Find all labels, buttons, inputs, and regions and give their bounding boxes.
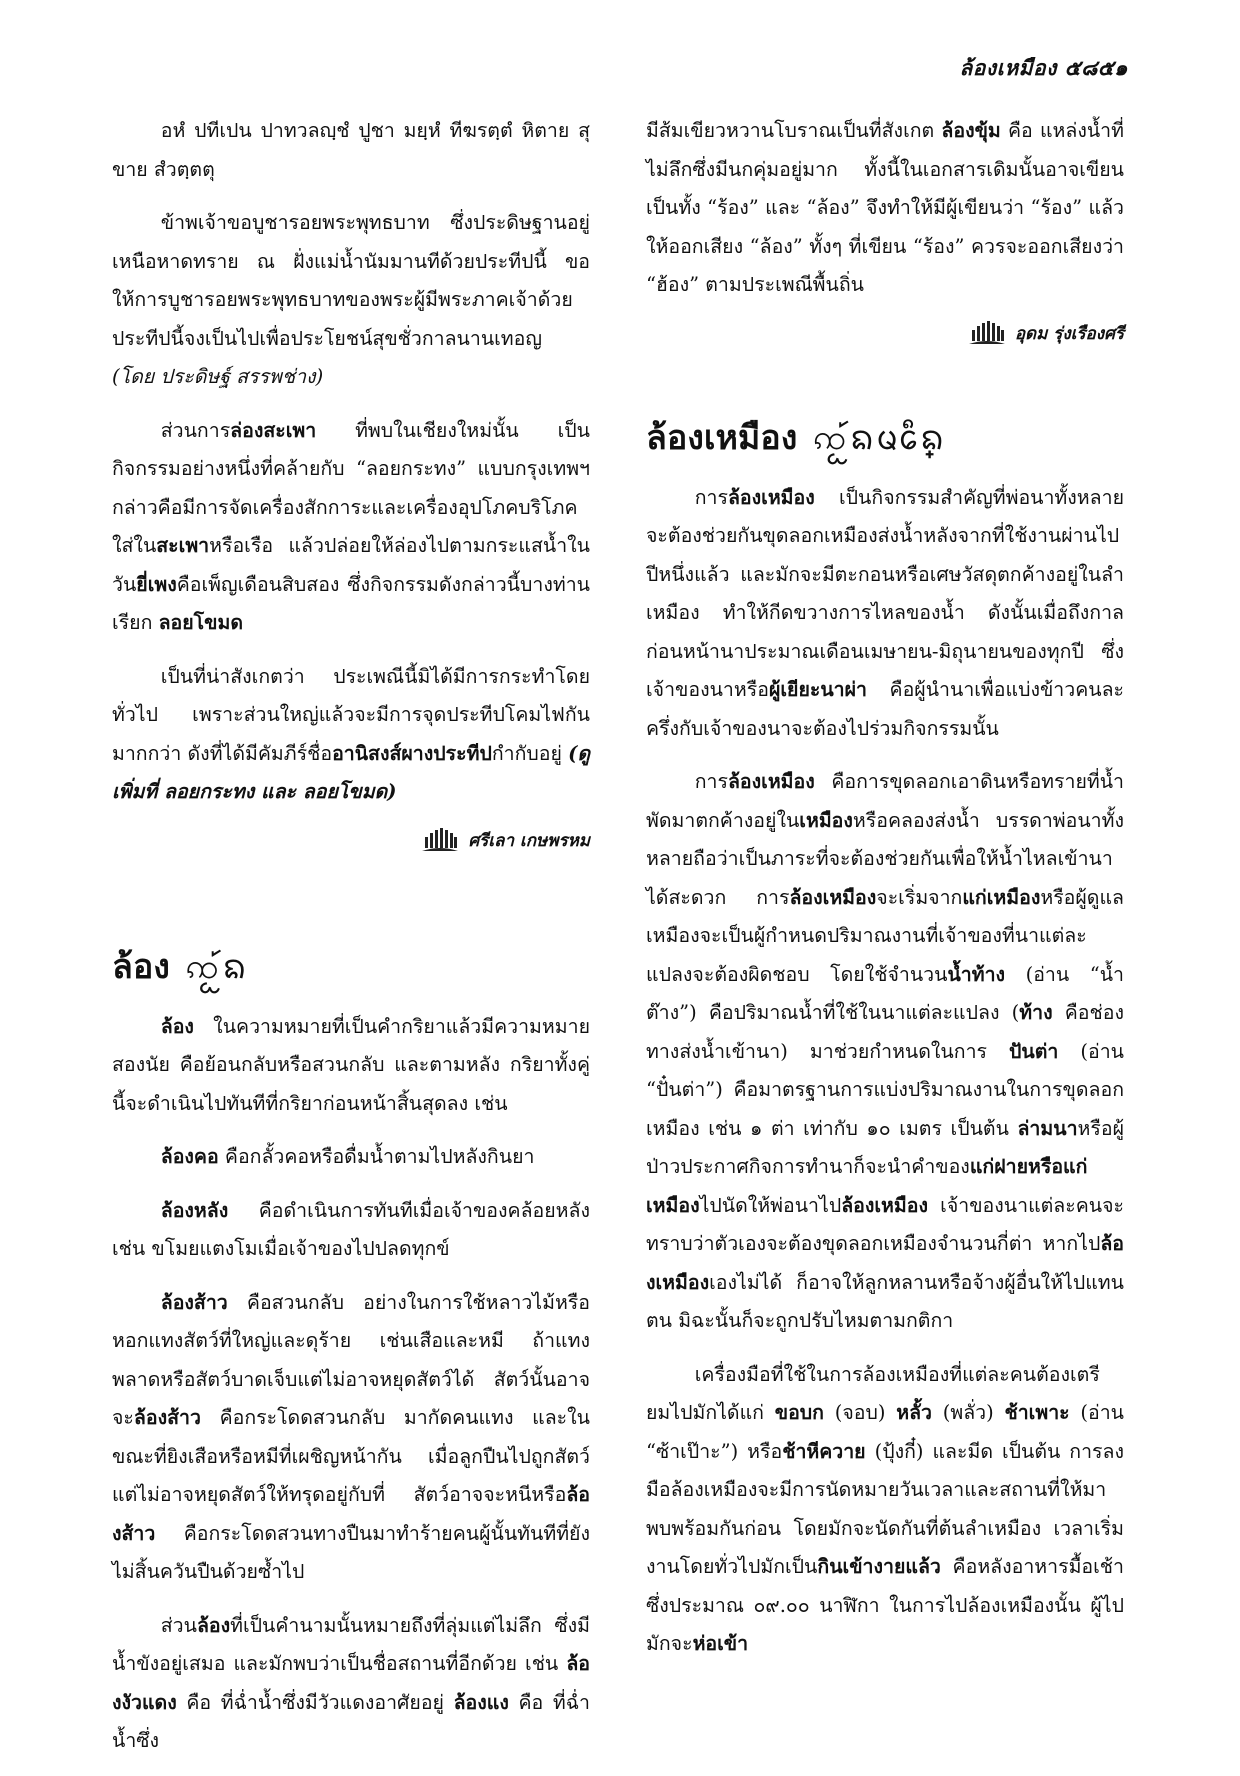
paragraph-long-sapao: ส่วนการล่องสะเพา ที่พบในเชียงใหม่นั้น เป็นกิจกรรมอย่างหนึ่งที่คล้ายกับ “ลอยกระทง” แบบกรุงเทพฯ กล่าวคือมีการจัดเครื่องสักการะและเครื่องอุปโภคบริโภคใส่ในสะเพาหรือเรือ แล้วปล่อยให้ล่องไปตามกระแสน้ำในวันยี่เพงคือเพ็ญเดือนสิบสอง ซึ่งกิจกรรมดังกล่าวนี้บางท่านเรียก ลอยโขมด: [112, 418, 590, 634]
left-column: [112, 112, 590, 1776]
running-header: ล้องเหมือง ๕๘๕๑: [959, 55, 1128, 80]
paragraph-mueang-process: การล้องเหมือง คือการขุดลอกเอาดินหรือทรายที่น้ำพัดมาตกค้างอยู่ในเหมืองหรือคลองส่งน้ำ บรรดาพ่อนาทั้งหลายถือว่าเป็นภาระที่จะต้องช่วยกันเพื่อให้น้ำไหลเข้านาได้สะดวก การล้องเหมืองจะเริ่มจากแก่เหมืองหรือผู้ดูแลเหมืองจะเป็นผู้กำหนดปริมาณงานที่เจ้าของที่นาแต่ละแปลงจะต้องผิดชอบ โดยใช้จำนวนน้ำท้าง (อ่าน “น้ำต๊าง”) คือปริมาณน้ำที่ใช้ในนาแต่ละแปลง (ท้าง คือช่องทางส่งน้ำเข้านา) มาช่วยกำหนดในการ ปันต่า (อ่าน “ปั๋นต่า”) คือมาตรฐานการแบ่งปริมาณงานในการขุดลอกเหมือง เช่น ๑ ต่า เท่ากับ ๑๐ เมตร เป็นต้น ล่ามนาหรือผู้ป่าวประกาศกิจการทำนาก็จะนำคำของแก่ฝายหรือแก่เหมืองไปนัดให้พ่อนาไปล้องเหมือง เจ้าของนาแต่ละคนจะทราบว่าตัวเองจะต้องขุดลอกเหมืองจำนวนกี่ต่า หากไปล้องเหมืองเองไม่ได้ ก็อาจให้ลูกหลานหรือจ้างผู้อื่นให้ไปแทนตน มิฉะนั้นก็จะถูกปรับไหมตามกติกา: [646, 770, 1124, 1332]
paragraph-long-sao: ล้องส้าว คือสวนกลับ อย่างในการใช้หลาวไม้หรือหอกแทงสัตว์ที่ใหญ่และดุร้าย เช่นเสือและหมี ถ้าแทงพลาดหรือสัตว์บาดเจ็บแต่ไม่อาจหยุดสัตว์ได้ สัตว์นั้นอาจจะล้องส้าว คือกระโดดสวนกลับ มากัดคนแทง และในขณะที่ยิงเสือหรือหมีที่เผชิญหน้ากัน เมื่อลูกปืนไปถูกสัตว์แต่ไม่อาจหยุดสัตว์ให้ทรุดอยู่กับที่ สัตว์อาจจะหนีหรือล้องส้าว คือกระโดดสวนทางปืนมาทำร้ายคนผู้นั้นทันทีที่ยังไม่สิ้นควันปืนด้วยซ้ำไป: [112, 1290, 590, 1583]
lanna-script-heading: ꩡ᩶ᩬᨦ: [185, 946, 249, 987]
pali-verse: อหํ ปทีเปน ปาทวลญฺชํ ปูชา มยฺหํ ทีฆรตฺตํ หิตาย สุขาย สํวตฺตตุ: [112, 119, 590, 181]
paragraph-mueang-tools: เครื่องมือที่ใช้ในการล้องเหมืองที่แต่ละคนต้องเตรียมไปมักได้แก่ ขอบก (จอบ) หลั้ว (พลั่ว) ช้าเพาะ (อ่าน “ซ้าเป๊าะ”) หรือช้าหีควาย (ปุ้งกี๋) และมีด เป็นต้น การลงมือล้องเหมืองจะมีการนัดหมายวันเวลาและสถานที่ให้มาพบพร้อมกันก่อน โดยมักจะนัดกันที่ต้นลำเหมือง เวลาเริ่มงานโดยทั่วไปมักเป็นกินเข้างายแล้ว คือหลังอาหารมื้อเช้า ซึ่งประมาณ ๐๙.๐๐ นาฬิกา ในการไปล้องเหมืองนั้น ผู้ไปมักจะห่อเข้า: [646, 1362, 1124, 1655]
emblem-icon: [967, 320, 1007, 346]
emblem-icon: [420, 827, 460, 853]
right-column: [646, 112, 1124, 1679]
lanna-script-heading: ꩡ᩶ᩬᨦᨾᩮᩥ᩠ᨦ: [813, 417, 946, 458]
paragraph-long-noun: ส่วนล้องที่เป็นคำนามนั้นหมายถึงที่ลุ่มแต่ไม่ลึก ซึ่งมีน้ำขังอยู่เสมอ และมักพบว่าเป็นชื่อสถานที่อีกด้วย เช่น ล้องงัวแดง คือ ที่ฉ่ำน้ำซึ่งมีวัวแดงอาศัยอยู่ ล้องแง คือ ที่ฉ่ำน้ำซึ่ง: [112, 1613, 590, 1752]
author-signature: [646, 320, 1124, 347]
author-signature: [112, 827, 590, 854]
entry-heading-long: ล้อง ꩡ᩶ᩬᨦ: [112, 946, 249, 987]
paragraph-long-kho: ล้องคอ คือกลั้วคอหรือดื่มน้ำตามไปหลังกินยา: [160, 1145, 535, 1168]
entry-heading-long-mueang: ล้องเหมือง ꩡ᩶ᩬᨦᨾᩮᩥ᩠ᨦ: [646, 417, 946, 458]
paragraph-continued: มีส้มเขียวหวานโบราณเป็นที่สังเกต ล้องขุ้ม คือ แหล่งน้ำที่ไม่ลึกซึ่งมีนกคุ่มอยู่มาก ทั้งนี้ในเอกสารเดิมนั้นอาจเขียนเป็นทั้ง “ร้อง” และ “ล้อง” จึงทำให้มีผู้เขียนว่า “ร้อง” แล้วให้ออกเสียง “ล้อง” ทั้งๆ ที่เขียน “ร้อง” ควรจะออกเสียงว่า “ฮ้อง” ตามประเพณีพื้นถิ่น: [646, 119, 1124, 296]
paragraph-observation: เป็นที่น่าสังเกตว่า ประเพณีนี้มิได้มีการกระทำโดยทั่วไป เพราะส่วนใหญ่แล้วจะมีการจุดประทีปโคมไฟกันมากกว่า ดังที่ได้มีคัมภีร์ชื่ออานิสงส์ผางประทีปกำกับอยู่ (ดูเพิ่มที่ ลอยกระทง และ ลอยโขมด): [112, 664, 591, 803]
author-name: อุดม รุ่งเรืองศรี: [1014, 323, 1124, 344]
paragraph-mueang-intro: การล้องเหมือง เป็นกิจกรรมสำคัญที่พ่อนาทั้งหลายจะต้องช่วยกันขุดลอกเหมืองส่งน้ำหลังจากที่ใช้งานผ่านไปปีหนึ่งแล้ว และมักจะมีตะกอนหรือเศษวัสดุตกค้างอยู่ในลำเหมือง ทำให้กีดขวางการไหลของน้ำ ดังนั้นเมื่อถึงกาลก่อนหน้านาประมาณเดือนเมษายน-มิถุนายนของทุกปี ซึ่งเจ้าของนาหรือผู้เยียะนาผ่า คือผู้นำนาเพื่อแบ่งข้าวคนละครึ่งกับเจ้าของนาจะต้องไปร่วมกิจกรรมนั้น: [646, 485, 1124, 740]
paragraph-translation: ข้าพเจ้าขอบูชารอยพระพุทธบาท ซึ่งประดิษฐานอยู่เหนือหาดทราย ณ ฝั่งแม่น้ำนัมมานทีด้วยประทีปนี้ ขอให้การบูชารอยพระพุทธบาทของพระผู้มีพระภาคเจ้าด้วยประทีปนี้จงเป็นไปเพื่อประโยชน์สุขชั่วกาลนานเทอญ (โดย ประดิษฐ์ สรรพช่าง): [112, 211, 590, 388]
paragraph-long-lang: ล้องหลัง คือดำเนินการทันทีเมื่อเจ้าของคล้อยหลัง เช่น ขโมยแตงโมเมื่อเจ้าของไปปลดทุกข์: [112, 1198, 590, 1260]
paragraph-long-definition: ล้อง ในความหมายที่เป็นคำกริยาแล้วมีความหมายสองนัย คือย้อนกลับหรือสวนกลับ และตามหลัง กริยาทั้งคู่นี้จะดำเนินไปทันทีที่กริยาก่อนหน้าสิ้นสุดลง เช่น: [112, 1014, 590, 1115]
author-name: ศรีเลา เกษพรหม: [468, 830, 590, 851]
